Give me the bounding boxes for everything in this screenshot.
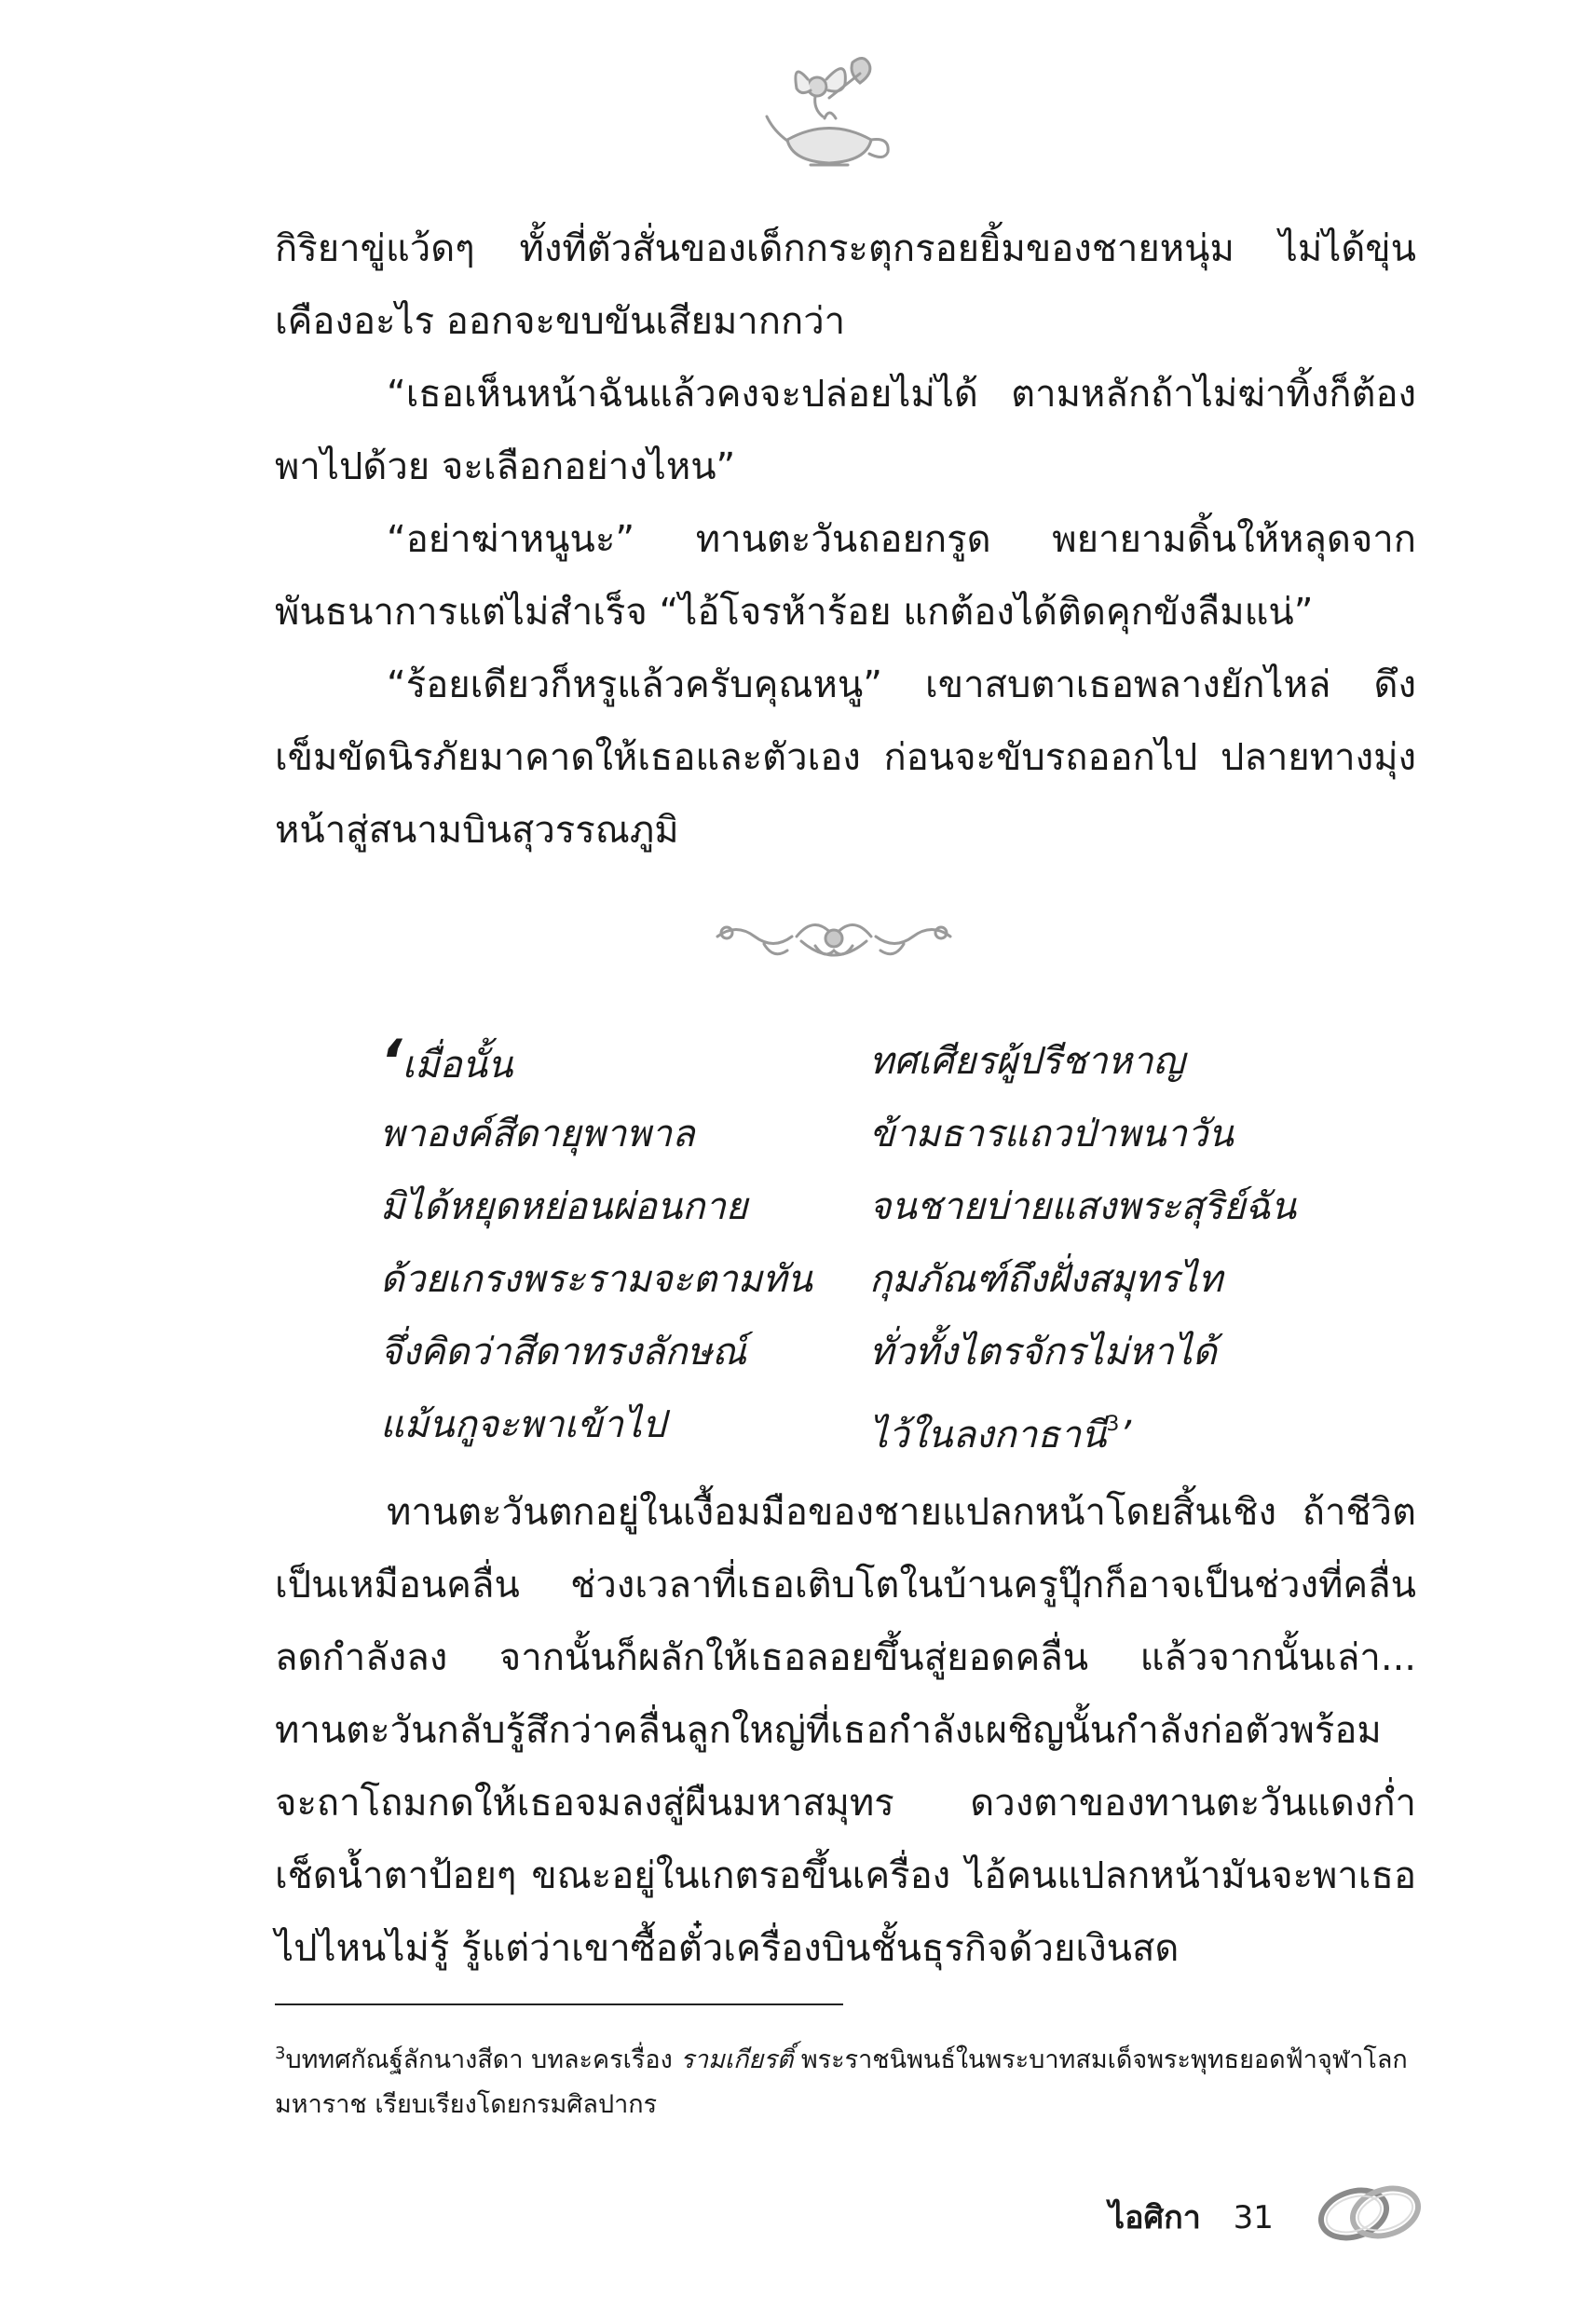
verse-right: กุมภัณฑ์ถึงฝั่งสมุทรไท [869,1258,1223,1301]
page-number: 31 [1233,2199,1274,2236]
verse-right: ทศเศียรผู้ปรีชาหาญ [869,1040,1185,1083]
body-paragraph: ทานตะวันตกอยู่ในเงื้อมมือของชายแปลกหน้าโดยสิ้นเชิง ถ้าชีวิตเป็นเหมือนคลื่น ช่วงเวลาที่เธอเติบโตในบ้านครูปุ๊กก็อาจเป็นช่วงที่คลื่นลดกำลังลง จากนั้นก็ผลักให้เธอลอยขึ้นสู่ยอดคลื่น แล้วจากนั้นเล่า... ทานตะวันกลับรู้สึกว่าคลื่นลูกใหญ่ที่เธอกำลังเผชิญนั้นกำลังก่อตัวพร้อมจะถาโถมกดให้เธอจมลงสู่ผืนมหาสมุทร ดวงตาของทานตะวันแดงก่ำ เช็ดน้ำตาป้อยๆ ขณะอยู่ในเกตรอขึ้นเครื่อง ไอ้คนแปลกหน้ามันจะพาเธอไปไหนไม่รู้ รู้แต่ว่าเขาซื้อตั๋วเครื่องบินชั้นธุรกิจด้วยเงินสด [275,1491,1416,1970]
verse-close-quote: ’ [1119,1414,1132,1456]
footnote-text: บททศกัณฐ์ลักนางสีดา บทละครเรื่อง [285,2045,681,2074]
verse-left: แม้นกูจะพาเข้าไป [380,1403,666,1446]
verse-left: มิได้หยุดหย่อนผ่อนกาย [380,1185,748,1228]
wedding-rings-icon [1309,2171,1430,2250]
verse-right: ไว้ในลงกาธานี [869,1414,1107,1456]
footnote-mark: 3 [1106,1413,1120,1436]
verse-left: พาองค์สีดายุพาพาล [380,1113,695,1156]
verse-open-quote: ‘ [380,1027,402,1095]
body-paragraph: กิริยาขู่แว้ดๆ ทั้งที่ตัวสั่นของเด็กกระตุกรอยยิ้มของชายหนุ่ม ไม่ได้ขุ่นเคืองอะไร ออกจะขบขันเสียมากกว่า [275,227,1416,343]
cupid-teapot-icon [759,51,899,172]
verse-left: เมื่อนั้น [402,1044,513,1087]
verse-line [380,1243,1405,1316]
footnote-work-title: รามเกียรติ์ [680,2045,794,2074]
body-paragraph: “เธอเห็นหน้าฉันแล้วคงจะปล่อยไม่ได้ ตามหลักถ้าไม่ฆ่าทิ้งก็ต้องพาไปด้วย จะเลือกอย่างไหน” [275,373,1416,488]
footnote-number: 3 [275,2044,286,2063]
verse-right: จนชายบ่ายแสงพระสุริย์ฉัน [869,1185,1297,1228]
body-paragraph: “ร้อยเดียวก็หรูแล้วครับคุณหนู” เขาสบตาเธอพลางยักไหล่ ดึงเข็มขัดนิรภัยมาคาดให้เธอและตัวเอง ก่อนจะขับรถออกไป ปลายทางมุ่งหน้าสู่สนามบินสุวรรณภูมิ [275,663,1416,852]
verse-line [380,1388,1405,1461]
verse-line [380,1098,1405,1170]
verse-line [380,1316,1405,1388]
verse-right: ข้ามธารแถวป่าพนาวัน [869,1113,1234,1156]
running-title: ไอศิกา [1109,2199,1201,2236]
footnote-rule [275,2003,843,2005]
verse-left: จึ่งคิดว่าสีดาทรงลักษณ์ [380,1331,747,1374]
verse-line [380,1170,1405,1243]
verse-left: ด้วยเกรงพระรามจะตามทัน [380,1258,812,1301]
footnote [275,2031,1416,2127]
body-paragraph: “อย่าฆ่าหนูนะ” ทานตะวันถอยกรูด พยายามดิ้นให้หลุดจากพันธนาการแต่ไม่สำเร็จ “ไอ้โจรห้าร้อย แกต้องได้ติดคุกขังลืมแน่” [275,518,1416,634]
flourish-divider-icon [708,909,960,974]
page-footer [1109,2190,1274,2246]
footnote-text: พระราชนิพนธ์ในพระบาทสมเด็จพระพุทธยอดฟ้าจุฬาโลกมหาราช เรียบเรียงโดยกรมศิลปากร [275,2045,1408,2119]
verse-right: ทั่วทั้งไตรจักรไม่หาได้ [869,1331,1217,1374]
verse-block [380,1025,1405,1461]
verse-line [380,1025,1405,1098]
